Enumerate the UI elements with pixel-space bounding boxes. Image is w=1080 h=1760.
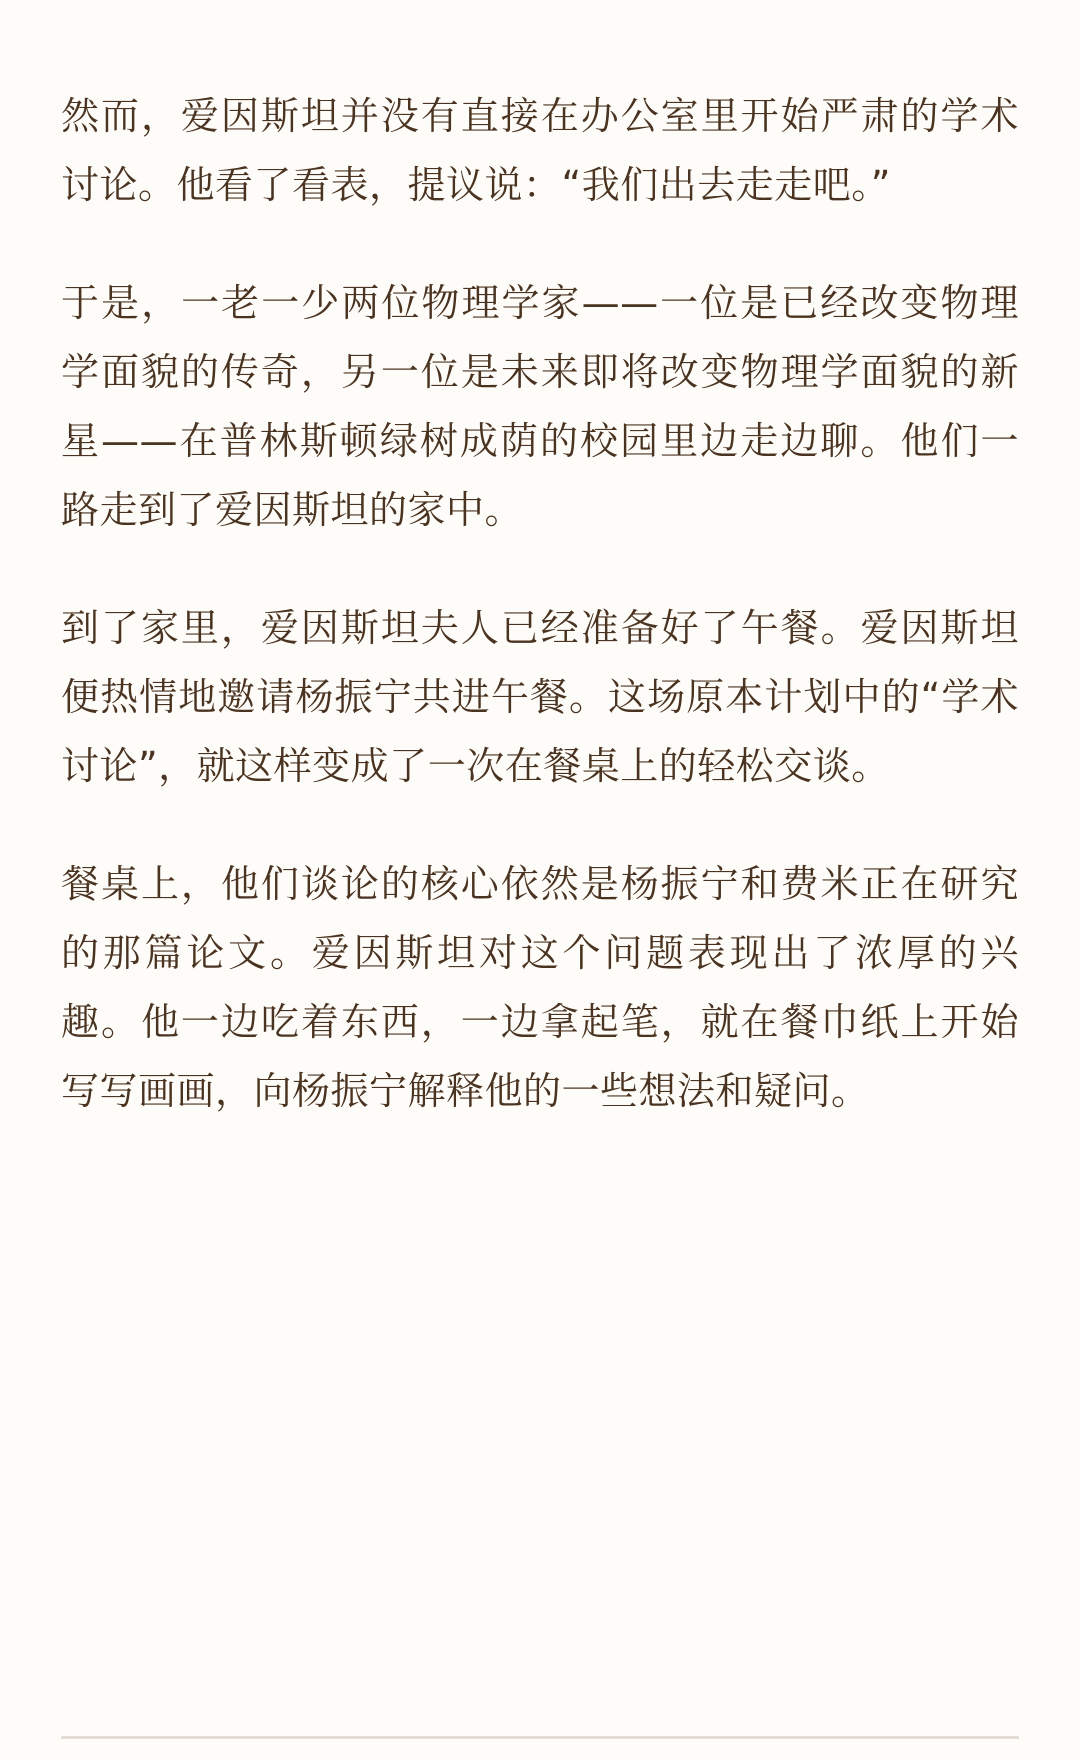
paragraph-1: 然而，爱因斯坦并没有直接在办公室里开始严肃的学术讨论。他看了看表，提议说：“我们出去走走吧。” xyxy=(61,94,1019,207)
paragraph-3: 到了家里，爱因斯坦夫人已经准备好了午餐。爱因斯坦便热情地邀请杨振宁共进午餐。这场原本计划中的“学术讨论”，就这样变成了一次在餐桌上的轻松交谈。 xyxy=(61,606,1019,788)
bottom-divider xyxy=(61,1736,1019,1739)
paragraph-4: 餐桌上，他们谈论的核心依然是杨振宁和费米正在研究的那篇论文。爱因斯坦对这个问题表现出了浓厚的兴趣。他一边吃着东西，一边拿起笔，就在餐巾纸上开始写写画画，向杨振宁解释他的一些想法和疑问。 xyxy=(61,862,1019,1113)
paragraph-2: 于是，一老一少两位物理学家——一位是已经改变物理学面貌的传奇，另一位是未来即将改变物理学面貌的新星——在普林斯顿绿树成荫的校园里边走边聊。他们一路走到了爱因斯坦的家中。 xyxy=(61,281,1019,532)
article-body xyxy=(61,82,1019,1175)
